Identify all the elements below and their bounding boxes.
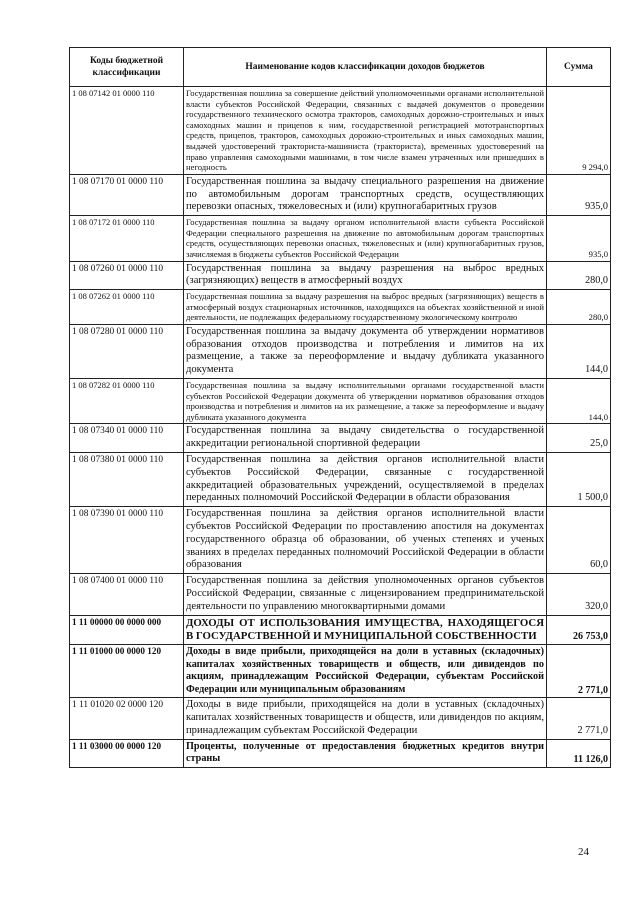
row-sum: 935,0	[547, 216, 611, 261]
row-sum: 2 771,0	[547, 645, 611, 698]
table-header-row	[70, 48, 611, 87]
row-sum: 935,0	[547, 174, 611, 215]
table-row	[70, 615, 611, 644]
table-row	[70, 174, 611, 215]
table-row	[70, 87, 611, 175]
row-name: Доходы в виде прибыли, приходящейся на доли в уставных (складочных) капиталах хозяйственных товариществ и обществ, или дивидендов по акциям, принадлежащим субъектам Российской Федерации	[184, 698, 547, 739]
row-code: 1 11 01000 00 0000 120	[70, 645, 184, 698]
row-name: Государственная пошлина за выдачу разрешения на выброс вредных (загрязняющих) веществ в атмосферный воздух	[184, 261, 547, 290]
row-sum: 25,0	[547, 424, 611, 453]
header-name: Наименование кодов классификации доходов бюджетов	[184, 48, 547, 87]
row-code: 1 11 00000 00 0000 000	[70, 615, 184, 644]
row-name: Доходы в виде прибыли, приходящейся на доли в уставных (складочных) капиталах хозяйственных товариществ и обществ, или дивидендов по акциям, принадлежащим Российской Федерации, субъектам Российской Федерации или муниципальным образованиям	[184, 645, 547, 698]
row-sum: 280,0	[547, 290, 611, 325]
row-name: Государственная пошлина за действия уполномоченных органов субъектов Российской Федерации, связанные с лицензированием предпринимательской деятельности по управлению многоквартирными домами	[184, 574, 547, 615]
row-code: 1 08 07380 01 0000 110	[70, 453, 184, 507]
table-row	[70, 739, 611, 767]
row-sum: 1 500,0	[547, 453, 611, 507]
document-page	[69, 47, 610, 768]
row-code: 1 11 01020 02 0000 120	[70, 698, 184, 739]
row-name: Государственная пошлина за выдачу разрешения на выброс вредных (загрязняющих) веществ в атмосферный воздух стационарных источников, находящихся на объектах хозяйственной и иной деятельности, не подлежащих федеральному государственному экологическому контролю	[184, 290, 547, 325]
row-name: Государственная пошлина за совершение действий уполномоченными органами исполнительной власти субъектов Российской Федерации, связанных с выдачей документов о проведении государственного технического осмотра тракторов, самоходных дорожно-строительных и иных самоходных машин и прицепов к ним, государственной регистрацией мототранспортных средств, прицепов, тракторов, самоходных дорожно-строительных и иных самоходных машин, выдачей удостоверений тракториста-машиниста (тракториста), временных удостоверений на право управления самоходными машинами, в том числе взамен утраченных или пришедших в негодность	[184, 87, 547, 175]
row-code: 1 08 07340 01 0000 110	[70, 424, 184, 453]
row-sum: 60,0	[547, 507, 611, 574]
row-name: Государственная пошлина за выдачу документа об утверждении нормативов образования отходов производства и потребления и лимитов на их размещение, а также за переоформление и выдачу дубликата указанного документа	[184, 324, 547, 378]
header-sum: Сумма	[547, 48, 611, 87]
row-sum: 11 126,0	[547, 739, 611, 767]
row-name: Государственная пошлина за выдачу специального разрешения на движение по автомобильным дорогам транспортных средств, осуществляющих перевозки опасных, тяжеловесных и (или) крупногабаритных грузов	[184, 174, 547, 215]
budget-classification-table	[69, 47, 611, 768]
row-code: 1 08 07280 01 0000 110	[70, 324, 184, 378]
row-code: 1 11 03000 00 0000 120	[70, 739, 184, 767]
row-name: Проценты, полученные от предоставления бюджетных кредитов внутри страны	[184, 739, 547, 767]
page-number: 24	[578, 846, 589, 858]
row-name: Государственная пошлина за действия органов исполнительной власти субъектов Российской Федерации по проставлению апостиля на документах государственного образца об образовании, об ученых степенях и ученых званиях в пределах переданных полномочий Российской Федерации в области образования	[184, 507, 547, 574]
table-row	[70, 379, 611, 424]
table-row	[70, 645, 611, 698]
row-code: 1 08 07170 01 0000 110	[70, 174, 184, 215]
table-row	[70, 261, 611, 290]
row-code: 1 08 07172 01 0000 110	[70, 216, 184, 261]
table-row	[70, 324, 611, 378]
row-code: 1 08 07142 01 0000 110	[70, 87, 184, 175]
header-code: Коды бюджетной классификации	[70, 48, 184, 87]
table-row	[70, 507, 611, 574]
table-row	[70, 698, 611, 739]
row-name: Государственная пошлина за выдачу исполнительными органами государственной власти субъектов Российской Федерации документа об утверждении нормативов образования отходов производства и потребления и лимитов на их размещение, а также за переоформление и выдачу дубликата указанного документа	[184, 379, 547, 424]
row-code: 1 08 07262 01 0000 110	[70, 290, 184, 325]
row-name: Государственная пошлина за выдачу органом исполнительной власти субъекта Российской Федерации специального разрешения на движение по автомобильным дорогам транспортных средств, осуществляющих перевозки опасных, тяжеловесных и (или) крупногабаритных грузов, зачисляемая в бюджеты субъектов Российской Федерации	[184, 216, 547, 261]
row-sum: 320,0	[547, 574, 611, 615]
row-sum: 9 294,0	[547, 87, 611, 175]
table-row	[70, 290, 611, 325]
row-code: 1 08 07400 01 0000 110	[70, 574, 184, 615]
table-row	[70, 424, 611, 453]
row-sum: 2 771,0	[547, 698, 611, 739]
row-sum: 26 753,0	[547, 615, 611, 644]
row-sum: 144,0	[547, 324, 611, 378]
row-code: 1 08 07260 01 0000 110	[70, 261, 184, 290]
row-name: Государственная пошлина за действия органов исполнительной власти субъектов Российской Федерации, связанные с государственной аккредитацией образовательных учреждений, осуществляемой в пределах переданных полномочий Российской Федерации в области образования	[184, 453, 547, 507]
table-row	[70, 216, 611, 261]
row-name: Государственная пошлина за выдачу свидетельства о государственной аккредитации региональной спортивной федерации	[184, 424, 547, 453]
row-sum: 144,0	[547, 379, 611, 424]
table-row	[70, 453, 611, 507]
row-name: ДОХОДЫ ОТ ИСПОЛЬЗОВАНИЯ ИМУЩЕСТВА, НАХОДЯЩЕГОСЯ В ГОСУДАРСТВЕННОЙ И МУНИЦИПАЛЬНОЙ СОБСТВЕННОСТИ	[184, 615, 547, 644]
table-row	[70, 574, 611, 615]
row-code: 1 08 07282 01 0000 110	[70, 379, 184, 424]
row-code: 1 08 07390 01 0000 110	[70, 507, 184, 574]
row-sum: 280,0	[547, 261, 611, 290]
